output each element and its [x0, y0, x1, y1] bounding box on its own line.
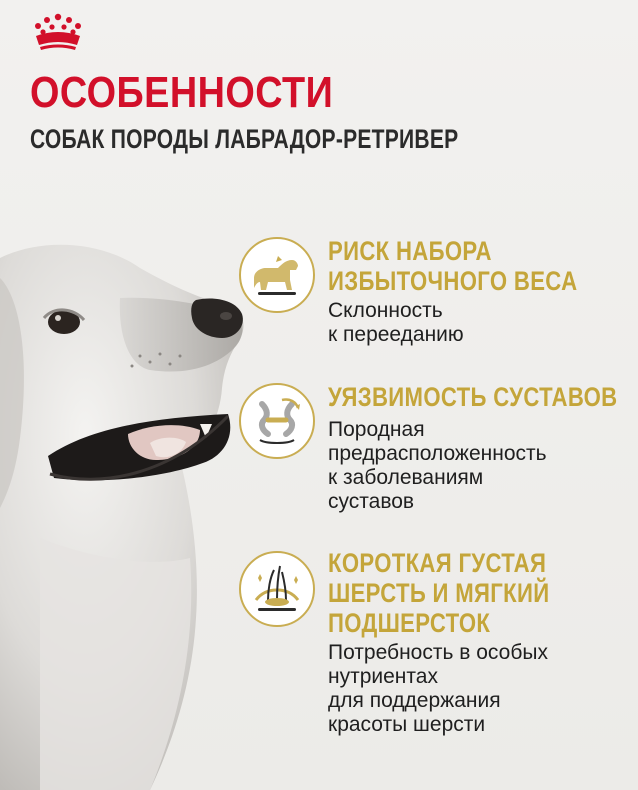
feature-weight	[238, 236, 628, 346]
feature-description: Породная предрасположенность к заболеваниям суставов	[328, 418, 547, 513]
feature-title: КОРОТКАЯ ГУСТАЯ ШЕРСТЬ И МЯГКИЙ ПОДШЕРСТОК	[328, 548, 550, 638]
page-subtitle: СОБАК ПОРОДЫ ЛАБРАДОР-РЕТРИВЕР	[30, 124, 459, 154]
feature-title: РИСК НАБОРА ИЗБЫТОЧНОГО ВЕСА	[328, 236, 578, 296]
crown-icon	[30, 12, 86, 52]
joint-icon	[238, 382, 316, 460]
feature-coat	[238, 548, 628, 738]
feature-joints	[238, 382, 628, 512]
feature-description: Склонность к перееданию	[328, 299, 464, 346]
labrador-dog-image	[0, 238, 270, 790]
coat-icon	[238, 550, 316, 628]
weight-dog-icon	[238, 236, 316, 314]
feature-title: УЯЗВИМОСТЬ СУСТАВОВ	[328, 382, 618, 412]
page-title: ОСОБЕННОСТИ	[30, 68, 334, 117]
feature-description: Потребность в особых нутриентах для поддержания красоты шерсти	[328, 641, 548, 736]
